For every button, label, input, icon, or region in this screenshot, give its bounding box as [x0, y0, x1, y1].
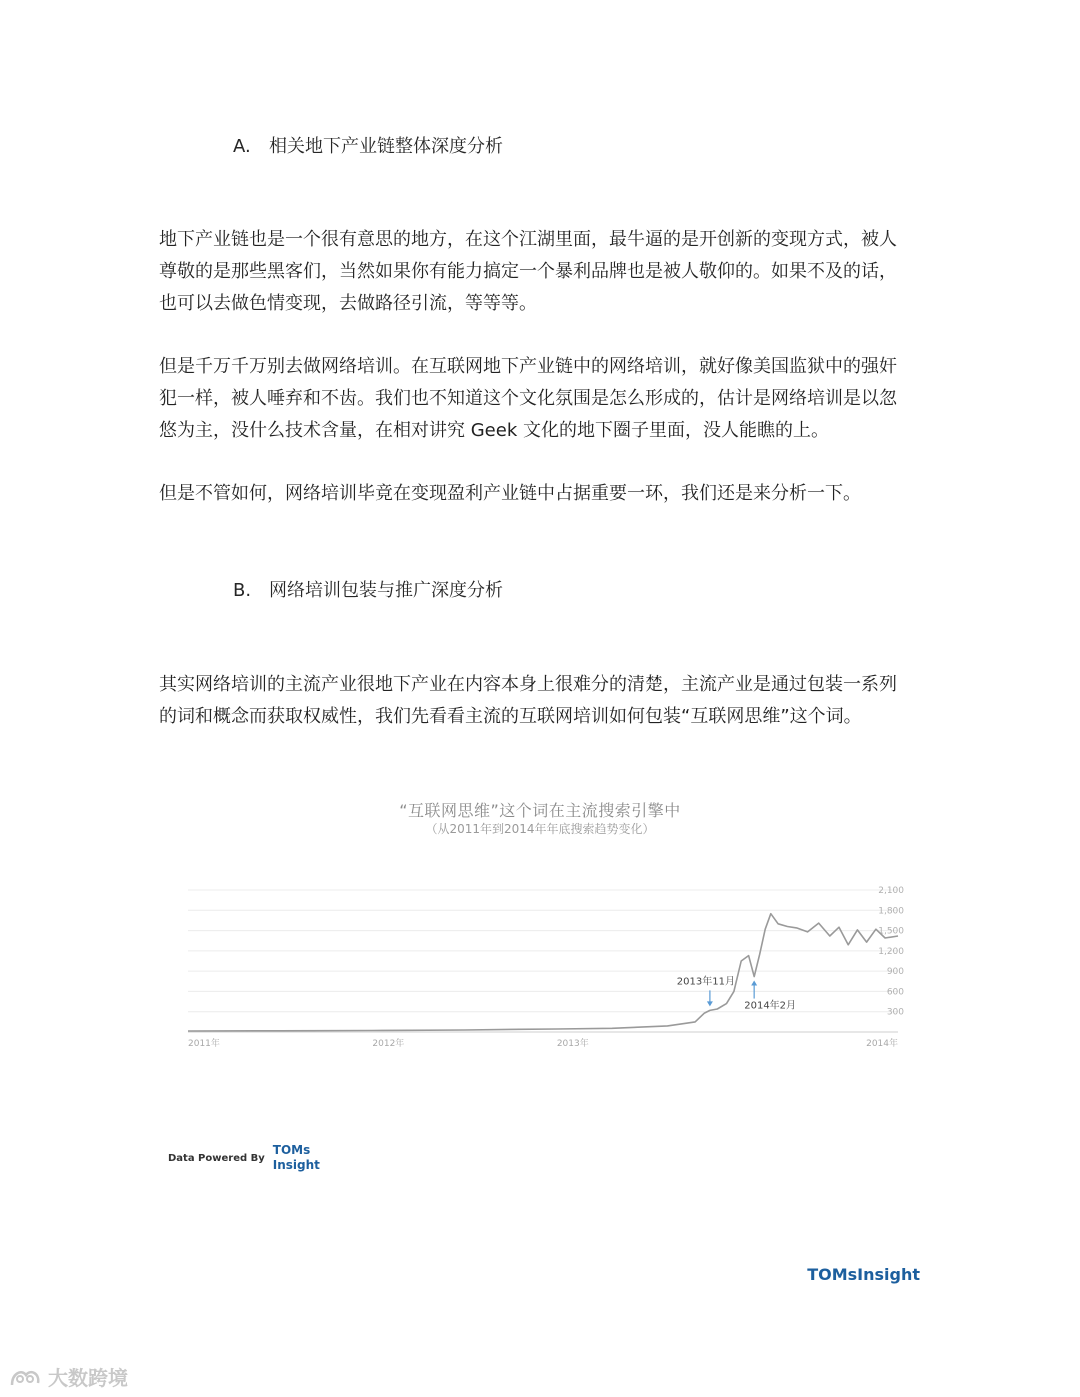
chart-subtitle: （从2011年到2014年年底搜索趋势变化） — [425, 822, 655, 836]
chart-svg — [186, 884, 906, 1054]
chart-annotation-arrowhead — [707, 1001, 713, 1006]
section-a-title: 相关地下产业链整体深度分析 — [269, 136, 503, 157]
paragraph-line: 尊敬的是那些黑客们，当然如果你有能力搞定一个暴利品牌也是被人敬仰的。如果不及的话， — [159, 261, 897, 282]
data-credit-brand-line2: Insight — [272, 1158, 320, 1172]
chart-x-tick-label: 2014年 — [866, 1039, 898, 1049]
chart-y-tick-label: 1,500 — [878, 926, 904, 937]
section-b-heading — [233, 576, 503, 602]
chart-title: “互联网思维”这个词在主流搜索引擎中 — [399, 801, 681, 820]
section-b-letter: B. — [233, 580, 252, 601]
paragraph-3 — [159, 478, 929, 510]
watermark-text: 大数跨境 — [48, 1366, 128, 1390]
chart-annotation-label: 2014年2月 — [744, 1000, 797, 1012]
watermark-logo-icon — [8, 1365, 44, 1389]
chart-x-tick-label: 2011年 — [188, 1039, 220, 1049]
chart-x-tick-label: 2013年 — [556, 1039, 589, 1049]
watermark — [8, 1362, 128, 1391]
chart-y-tick-label: 1,800 — [878, 906, 904, 917]
search-trend-chart — [186, 884, 906, 1054]
paragraph-2 — [159, 351, 929, 447]
paragraph-line: 但是不管如何，网络培训毕竟在变现盈利产业链中占据重要一环，我们还是来分析一下。 — [159, 483, 861, 504]
section-a-letter: A. — [233, 136, 251, 157]
paragraph-line: 悠为主，没什么技术含量，在相对讲究 Geek 文化的地下圈子里面，没人能瞧的上。 — [159, 420, 829, 441]
chart-annotation-label: 2013年11月 — [676, 976, 735, 988]
paragraph-line: 地下产业链也是一个很有意思的地方，在这个江湖里面，最牛逼的是开创新的变现方式，被人 — [159, 229, 897, 250]
data-credit-brand — [273, 1143, 320, 1173]
paragraph-line: 但是千万千万别去做网络培训。在互联网地下产业链中的网络培训，就好像美国监狱中的强奸 — [159, 356, 897, 377]
section-a-heading — [233, 132, 503, 158]
section-b-title: 网络培训包装与推广深度分析 — [269, 580, 503, 601]
chart-y-tick-label: 900 — [886, 967, 904, 978]
data-credit — [168, 1143, 320, 1173]
data-credit-brand-line1: TOMs — [272, 1143, 311, 1157]
paragraph-line: 犯一样，被人唾弃和不齿。我们也不知道这个文化氛围是怎么形成的，估计是网络培训是以忽 — [159, 388, 897, 409]
chart-series-line — [188, 914, 898, 1031]
paragraph-line: 也可以去做色情变现，去做路径引流，等等等。 — [159, 293, 537, 314]
chart-y-tick-label: 1,200 — [878, 946, 904, 957]
chart-annotation-arrowhead — [751, 981, 757, 986]
paragraph-line: 其实网络培训的主流产业很地下产业在内容本身上很难分的清楚，主流产业是通过包装一系列 — [159, 674, 897, 695]
chart-x-tick-label: 2012年 — [372, 1039, 405, 1049]
paragraph-line: 的词和概念而获取权威性，我们先看看主流的互联网培训如何包装“互联网思维”这个词。 — [159, 706, 862, 727]
paragraph-1 — [159, 224, 929, 320]
footer-brand: TOMsInsight — [807, 1265, 920, 1284]
paragraph-4 — [159, 669, 929, 733]
data-credit-prefix: Data Powered By — [168, 1152, 265, 1164]
chart-y-tick-label: 2,100 — [878, 886, 904, 896]
chart-y-tick-label: 600 — [886, 987, 904, 998]
chart-y-tick-label: 300 — [886, 1007, 904, 1018]
